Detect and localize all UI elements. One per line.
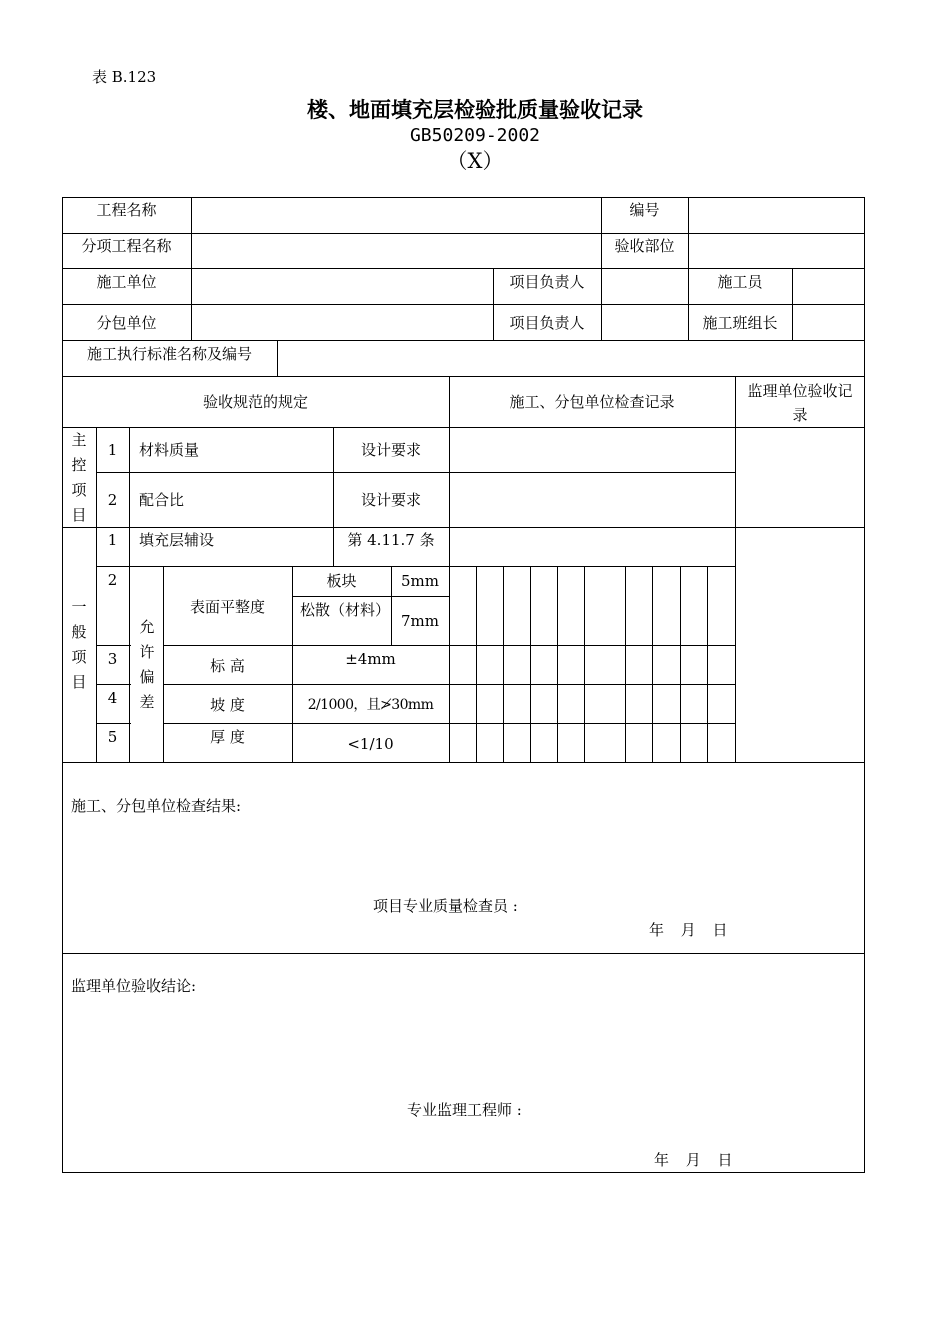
elevation-value: ±4mm	[345, 650, 396, 668]
label-project-manager: 项目负责人	[509, 273, 585, 291]
label-acceptance-part: 验收部位	[614, 237, 675, 255]
general-item-2-no: 2	[107, 571, 118, 589]
label-project-manager-2: 项目负责人	[509, 314, 585, 332]
general-item-3-no: 3	[107, 650, 118, 668]
supervising-engineer-label: 专业监理工程师 :	[407, 1101, 522, 1119]
main-item-1-no: 1	[107, 441, 118, 459]
label-number: 编号	[629, 201, 660, 219]
standard-code: GB50209-2002	[409, 125, 541, 146]
thickness-value: <1/10	[347, 735, 394, 753]
conclusion-label: 监理单位验收结论:	[71, 977, 197, 995]
label-constructor: 施工员	[717, 273, 763, 291]
main-item-1-name: 材料质量	[139, 441, 200, 459]
slope-value: 2/1000，且≯30mm	[307, 697, 434, 713]
allowed-deviation-label: 允 许 偏 差	[139, 618, 155, 711]
general-label: 一 般 项 目	[71, 598, 87, 691]
label-standard: 施工执行标准名称及编号	[86, 345, 252, 363]
quality-inspector-label: 项目专业质量检查员 :	[373, 897, 518, 915]
result-date: 年 月 日	[649, 921, 728, 939]
table-number: 表 B.123	[92, 68, 157, 86]
general-item-1-name: 填充层辅设	[139, 531, 215, 549]
label-team-leader: 施工班组长	[702, 314, 778, 332]
thickness-label: 厚 度	[210, 728, 245, 746]
loose-label: 松散（材料）	[300, 601, 391, 619]
result-label: 施工、分包单位检查结果:	[71, 797, 242, 815]
label-project-name: 工程名称	[96, 201, 157, 219]
conclusion-date: 年 月 日	[654, 1151, 733, 1169]
main-item-2-name: 配合比	[139, 491, 185, 509]
main-control-label: 主 控 项 目	[71, 431, 87, 524]
main-item-2-no: 2	[107, 491, 118, 509]
page-title: 楼、地面填充层检验批质量验收记录	[307, 97, 643, 122]
main-item-2-req: 设计要求	[360, 491, 421, 509]
variant-label: （X）	[446, 149, 504, 173]
slope-label: 坡 度	[210, 696, 245, 714]
label-sub-project: 分项工程名称	[81, 237, 172, 255]
main-item-1-req: 设计要求	[360, 441, 421, 459]
block-value: 5mm	[401, 572, 439, 590]
general-item-1-req: 第 4.11.7 条	[347, 531, 435, 549]
general-item-4-no: 4	[107, 689, 118, 707]
block-label: 板块	[326, 572, 357, 590]
column-spec: 验收规范的规定	[202, 393, 308, 411]
flatness-label: 表面平整度	[189, 598, 265, 616]
label-subcontractor: 分包单位	[96, 314, 157, 332]
elevation-label: 标 高	[210, 657, 245, 675]
loose-value: 7mm	[401, 612, 439, 630]
column-supervision-record: 监理单位验收记录	[747, 382, 853, 424]
general-item-5-no: 5	[107, 728, 118, 746]
label-construction-unit: 施工单位	[96, 273, 157, 291]
column-check-record: 施工、分包单位检查记录	[509, 393, 675, 411]
general-item-1-no: 1	[107, 531, 118, 549]
